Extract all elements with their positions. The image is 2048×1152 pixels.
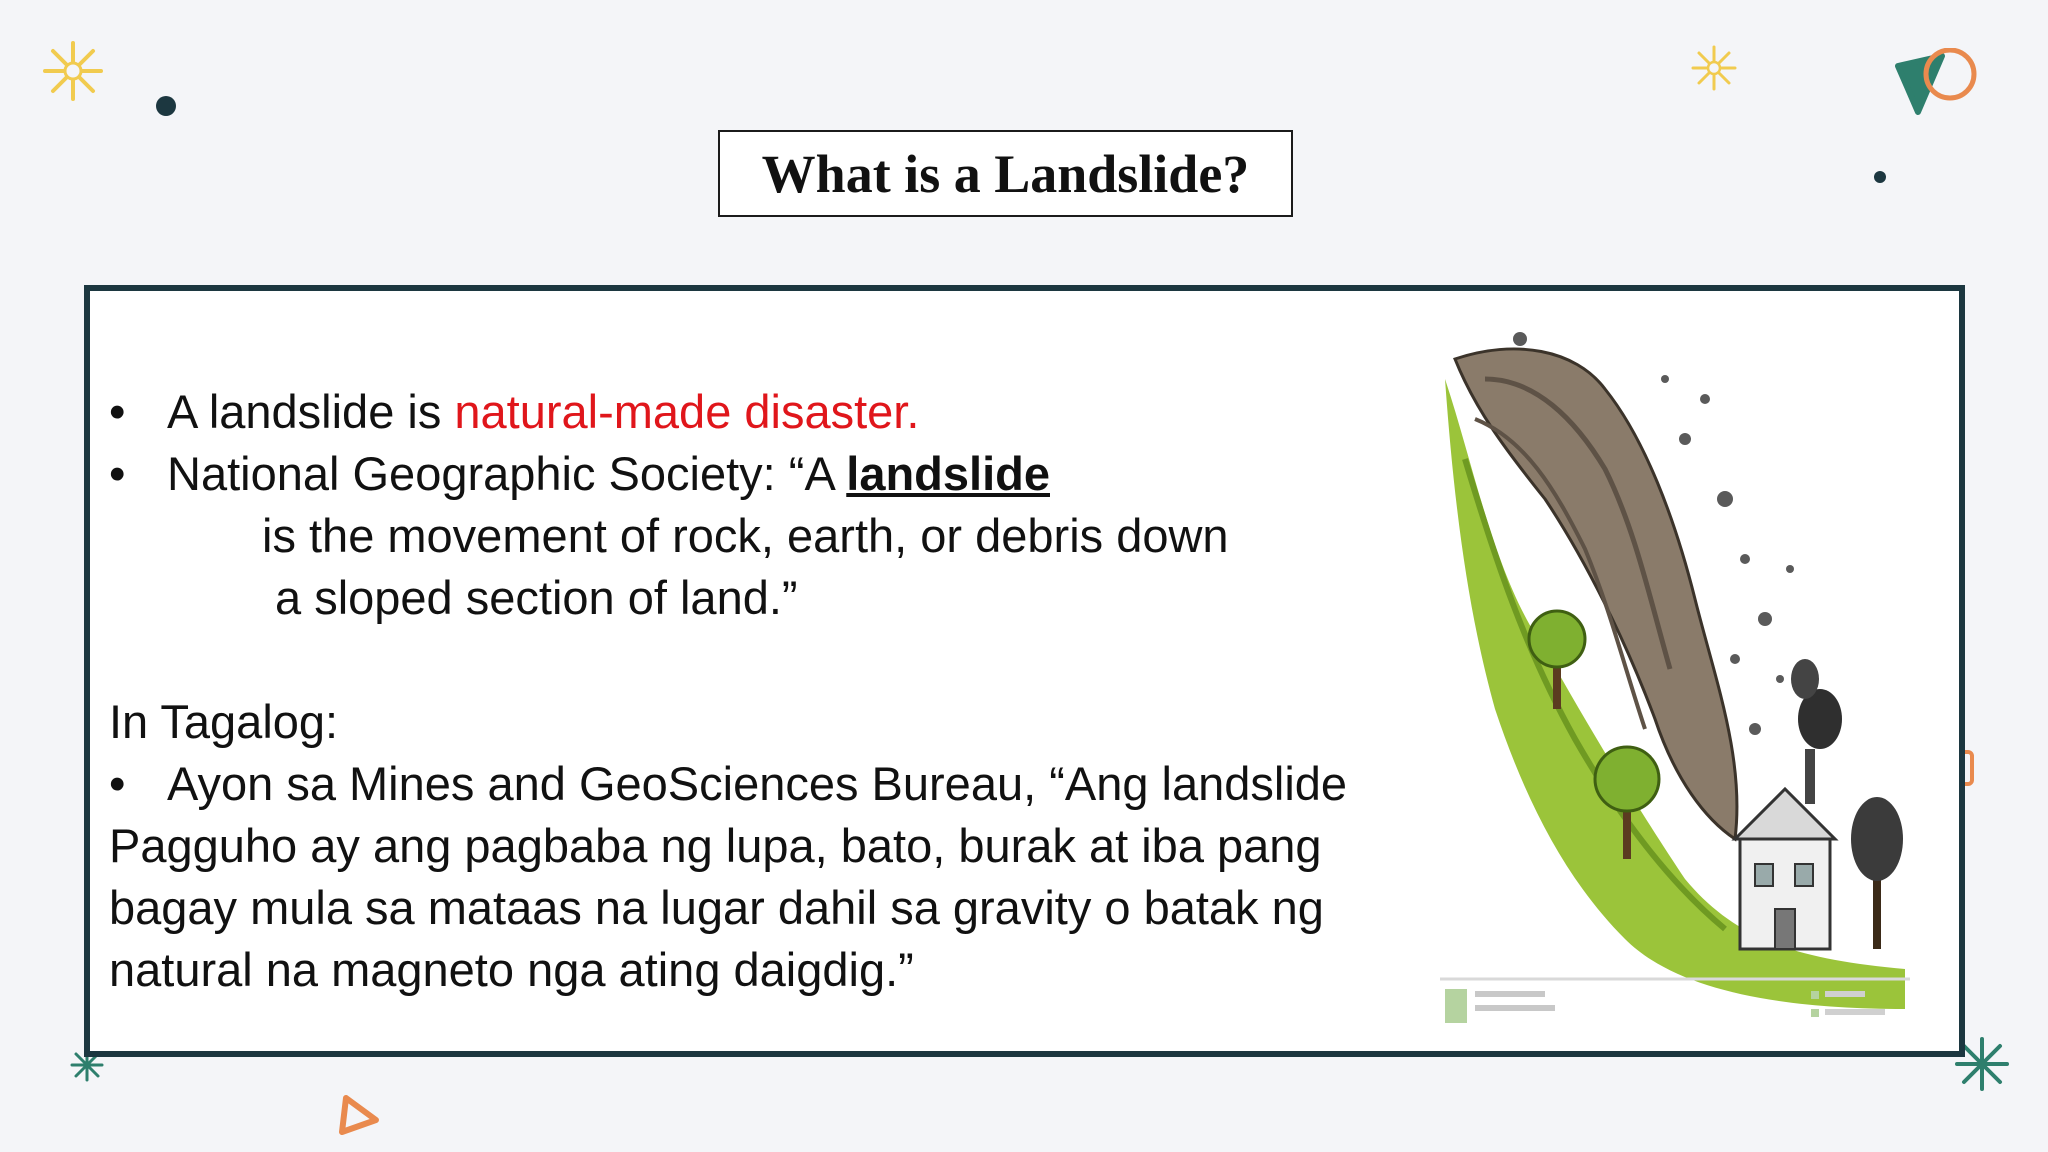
- bullet: •: [109, 385, 126, 438]
- tagalog-line-2: Pagguho ay ang pagbaba ng lupa, bato, burak at iba pang: [109, 819, 1322, 872]
- landslide-illustration: [1435, 319, 1915, 1039]
- sparkle-icon: [40, 38, 106, 104]
- tagalog-line-3: bagay mula sa mataas na lugar dahil sa gravity o batak ng: [109, 881, 1324, 934]
- term-landslide: landslide: [846, 447, 1050, 500]
- triangle-icon: [1890, 48, 1980, 118]
- tagalog-heading: In Tagalog:: [109, 695, 339, 748]
- dot-icon: [156, 96, 176, 116]
- quote-prefix: National Geographic Society: “A: [167, 447, 847, 500]
- bullet: •: [109, 447, 126, 500]
- title-box: [718, 130, 1293, 217]
- page-title: What is a Landslide?: [761, 143, 1250, 204]
- tagalog-line-1-text: Ayon sa Mines and GeoSciences Bureau, “Ang landslide: [167, 757, 1348, 810]
- highlight-text: natural-made disaster.: [454, 385, 920, 438]
- definition-line-1: [109, 381, 919, 443]
- definition-line-2: [109, 443, 1050, 505]
- triangle-icon: [334, 1092, 384, 1140]
- definition-line-3: is the movement of rock, earth, or debris down: [262, 509, 1229, 562]
- definition-line-4: a sloped section of land.”: [275, 571, 798, 624]
- dot-icon: [1874, 171, 1886, 183]
- tagalog-line-4: natural na magneto nga ating daigdig.”: [109, 943, 914, 996]
- tagalog-line-1: [109, 753, 1439, 815]
- content-box: [84, 285, 1965, 1057]
- sparkle-icon: [1690, 44, 1738, 92]
- definition-prefix: A landslide is: [167, 385, 455, 438]
- bullet: •: [109, 757, 126, 810]
